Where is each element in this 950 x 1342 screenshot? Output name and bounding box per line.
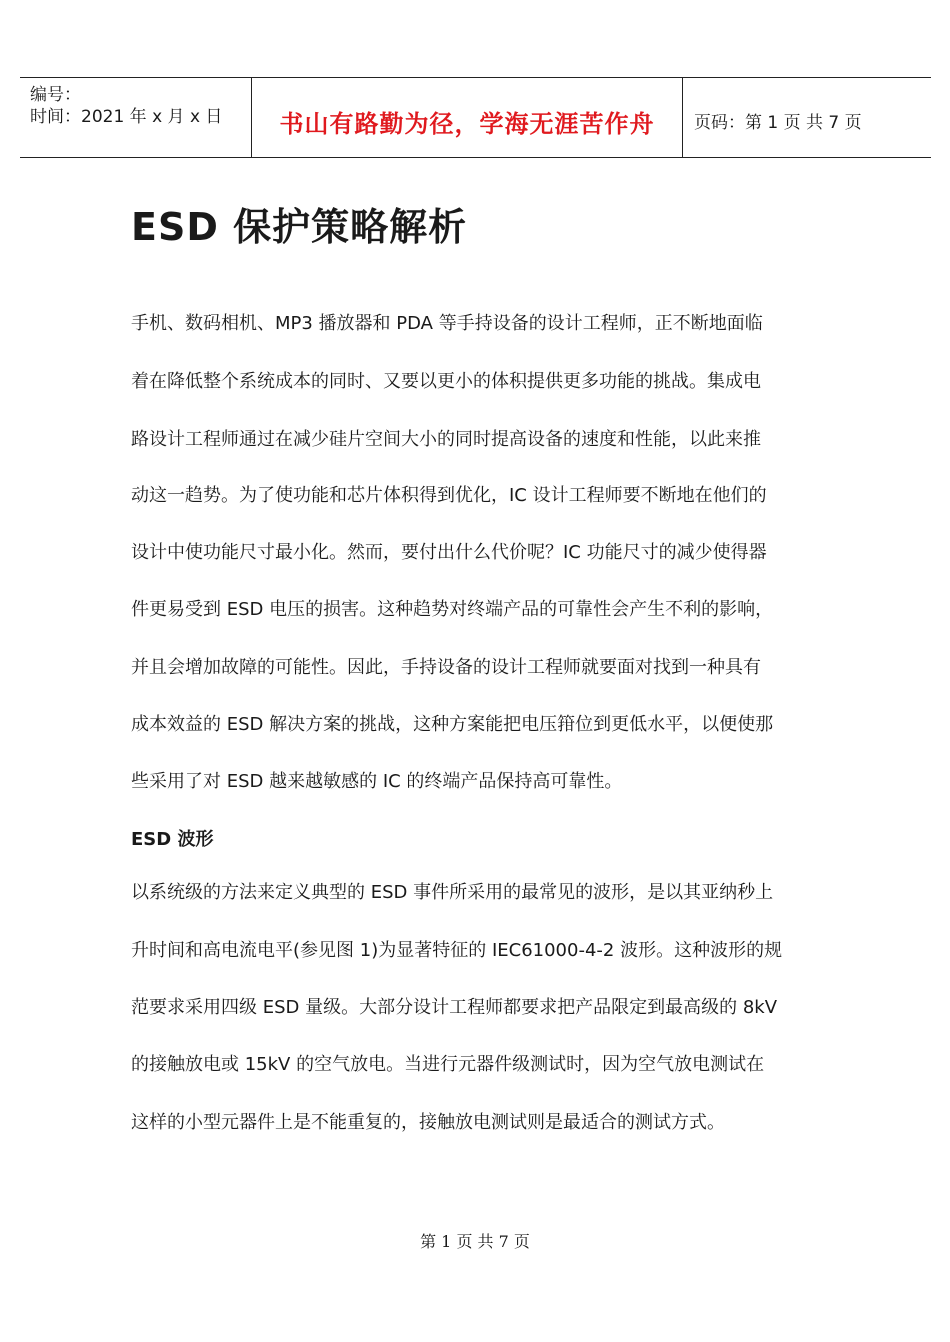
page-header bbox=[20, 77, 931, 158]
document-title: ESD 保护策略解析 bbox=[131, 205, 468, 249]
paragraph-line: 这样的小型元器件上是不能重复的，接触放电测试则是最适合的测试方式。 bbox=[131, 1112, 725, 1133]
page-footer: 第 1 页 共 7 页 bbox=[420, 1232, 530, 1251]
paragraph-line: 并且会增加故障的可能性。因此，手持设备的设计工程师就要面对找到一种具有 bbox=[131, 657, 761, 678]
paragraph-line: 设计中使功能尺寸最小化。然而，要付出什么代价呢？IC 功能尺寸的减少使得器 bbox=[131, 542, 767, 563]
header-meta bbox=[30, 84, 222, 128]
header-divider-right bbox=[682, 78, 683, 157]
paragraph-line: 些采用了对 ESD 越来越敏感的 IC 的终端产品保持高可靠性。 bbox=[131, 771, 623, 792]
paragraph-line: 手机、数码相机、MP3 播放器和 PDA 等手持设备的设计工程师，正不断地面临 bbox=[131, 313, 763, 334]
paragraph-line: 件更易受到 ESD 电压的损害。这种趋势对终端产品的可靠性会产生不利的影响， bbox=[131, 599, 774, 620]
paragraph-line: 着在降低整个系统成本的同时、又要以更小的体积提供更多功能的挑战。集成电 bbox=[131, 371, 761, 392]
paragraph-line: 的接触放电或 15kV 的空气放电。当进行元器件级测试时，因为空气放电测试在 bbox=[131, 1054, 765, 1075]
paragraph-line: 动这一趋势。为了使功能和芯片体积得到优化，IC 设计工程师要不断地在他们的 bbox=[131, 485, 767, 506]
serial-label: 编号： bbox=[30, 85, 81, 105]
paragraph-line: 以系统级的方法来定义典型的 ESD 事件所采用的最常见的波形，是以其亚纳秒上 bbox=[131, 882, 774, 903]
paragraph-line: 升时间和高电流电平(参见图 1)为显著特征的 IEC61000-4-2 波形。这种波形的规 bbox=[131, 940, 783, 961]
section-heading: ESD 波形 bbox=[131, 829, 214, 850]
header-page-info: 页码：第 1 页 共 7 页 bbox=[694, 113, 862, 133]
paragraph-line: 成本效益的 ESD 解决方案的挑战，这种方案能把电压箝位到更低水平，以便使那 bbox=[131, 714, 774, 735]
time-label: 时间：2021 年 x 月 x 日 bbox=[30, 107, 223, 127]
paragraph-line: 范要求采用四级 ESD 量级。大部分设计工程师都要求把产品限定到最高级的 8kV bbox=[131, 997, 778, 1018]
paragraph-line: 路设计工程师通过在减少硅片空间大小的同时提高设备的速度和性能，以此来推 bbox=[131, 429, 761, 450]
header-motto: 书山有路勤为径，学海无涯苦作舟 bbox=[279, 110, 655, 138]
